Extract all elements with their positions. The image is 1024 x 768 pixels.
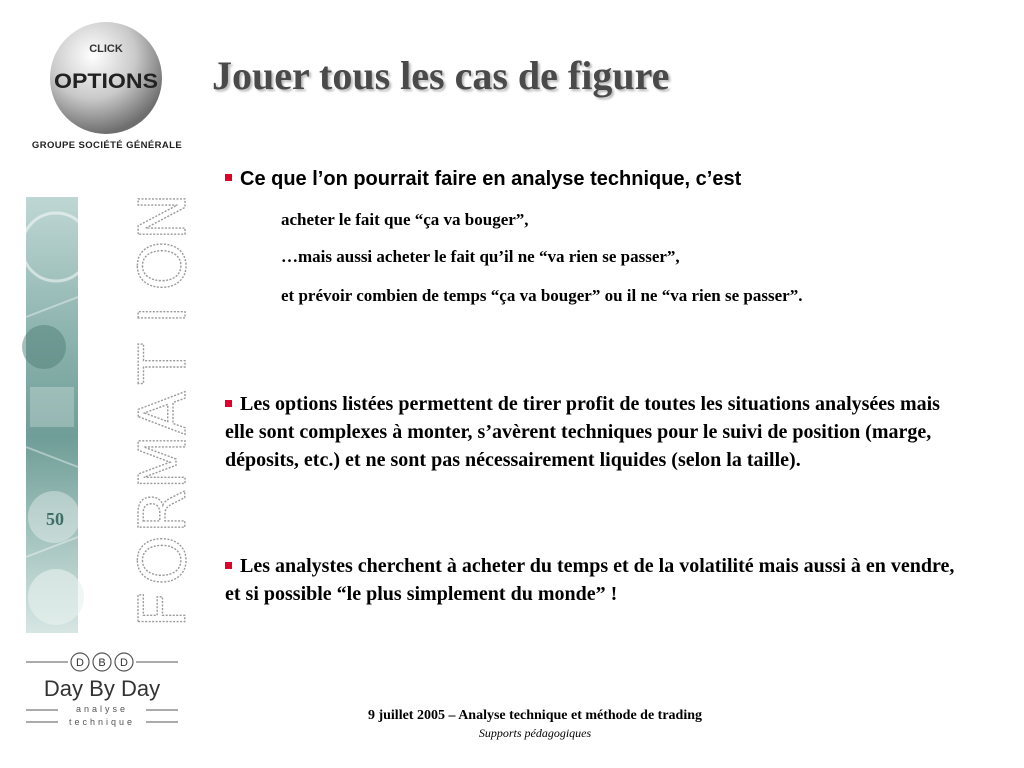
day-by-day-logo (22, 650, 182, 732)
formation-letter: M (127, 434, 201, 490)
sub-item-2: …mais aussi acheter le fait qu’il ne “va rien se passer”, (281, 247, 680, 266)
bullet-marker (225, 562, 232, 569)
bullet-options (225, 390, 965, 474)
formation-letter: A (127, 391, 201, 435)
formation-letter: O (127, 535, 201, 586)
svg-text:50: 50 (46, 509, 64, 529)
bullet-marker (225, 400, 232, 407)
logo-click-text: CLICK (89, 43, 123, 55)
formation-letter: T (127, 344, 201, 384)
bullet-analysts (225, 552, 965, 608)
formation-vertical-text (104, 192, 201, 634)
dbd-letter-1: D (76, 657, 84, 669)
dbd-sub-analyse: analyse (75, 704, 129, 714)
footer-subtitle: Supports pédagogiques (478, 726, 592, 740)
formation-letter: N (127, 192, 201, 241)
bullet-2-text: Les options listées permettent de tirer profit de toutes les situations analysées mais elle sont complexes à monter, s’avèrent techniques pour le suivi de position (marge, déposits, etc.) et ne sont pas nécessairement liquides (selon la taille). (225, 393, 940, 471)
formation-letter: I (127, 305, 201, 325)
slide-title: Jouer tous les cas de figure (212, 53, 670, 98)
formation-letter: O (127, 240, 201, 291)
bullet-1-text: Ce que l’on pourrait faire en analyse technique, c’est (240, 168, 742, 190)
formation-letter: F (127, 591, 201, 628)
footer (290, 708, 780, 741)
bullet-analysis-intro (225, 168, 965, 191)
sub-item-3 (275, 284, 895, 308)
finance-photo-strip (26, 197, 78, 633)
formation-letter: R (127, 488, 201, 534)
dbd-name: Day By Day (43, 676, 161, 701)
logo-options-text: OPTIONS (54, 70, 158, 93)
sub-item-3-text: et prévoir combien de temps “ça va bouger” ou il ne “va rien se passer”. (281, 286, 803, 305)
bullet-3-text: Les analystes cherchent à acheter du temps et de la volatilité mais aussi à en vendre, et si possible “le plus simplement du monde” ! (225, 555, 955, 605)
footer-date-title: 9 juillet 2005 – Analyse technique et méthode de trading (367, 708, 703, 723)
dbd-letter-3: D (120, 657, 128, 669)
bullet-marker (225, 174, 232, 181)
sub-item-1: acheter le fait que “ça va bouger”, (281, 210, 529, 229)
logo-caption: GROUPE SOCIÉTÉ GÉNÉRALE (31, 140, 183, 151)
dbd-letter-2: B (98, 657, 106, 669)
click-options-logo (46, 20, 166, 140)
dbd-sub-technique: technique (68, 717, 136, 727)
